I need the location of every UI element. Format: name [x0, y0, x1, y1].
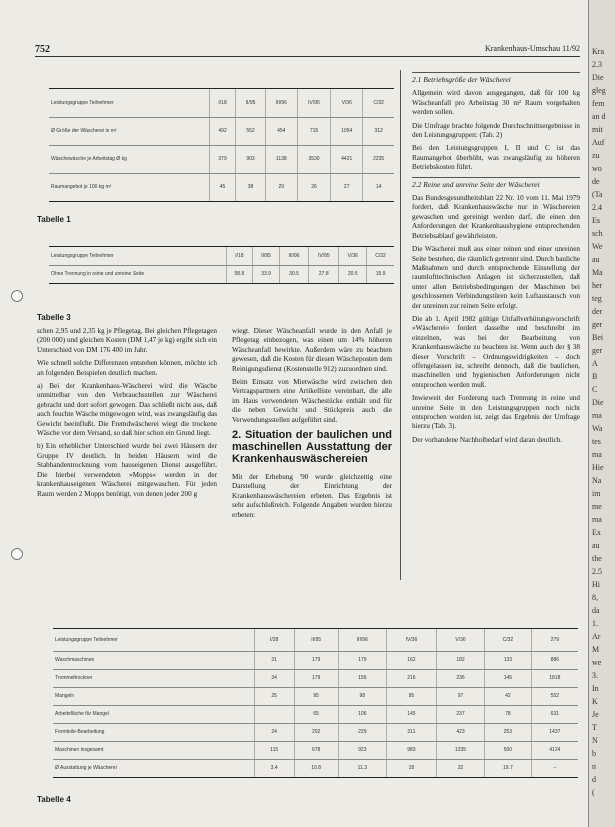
table-cell: 133 [485, 651, 532, 669]
table-row [53, 759, 578, 777]
table-row [53, 705, 578, 723]
adjacent-page-text-fragment: Na [592, 476, 602, 485]
adjacent-page-text-fragment: (Ta [592, 190, 603, 199]
column-header: II/95 [253, 247, 280, 265]
table-cell: 923 [338, 741, 386, 759]
table-cell: 3.4 [254, 759, 294, 777]
column-header: III/96 [265, 89, 297, 117]
table-cell: 162 [386, 651, 436, 669]
table-1-caption: Tabelle 1 [37, 215, 71, 224]
adjacent-page-text-fragment: K [592, 697, 598, 706]
table-cell: 20.5 [339, 265, 367, 283]
table-row [49, 265, 394, 283]
table-cell: 95 [386, 687, 436, 705]
adjacent-page-text-fragment: Ar [592, 632, 601, 641]
table-cell: 253 [485, 723, 532, 741]
paragraph: Das Bundesgesundheitsblatt 22 Nr. 10 vom 11. Mai 1979 fordert, daß Krankenhauswäsche nur in Wäschereien gewaschen und gereinigt werden darf, die einen den Anforderungen der Krankenhaushygiene entsprechenden Betriebsablauf gewährleisten. [412, 194, 580, 240]
adjacent-page-text-fragment: Kra [592, 47, 604, 56]
table-cell: 38 [236, 173, 265, 201]
table-cell: 1054 [331, 117, 363, 145]
table-row [53, 687, 578, 705]
table-cell: Mangeln [53, 687, 254, 705]
punch-hole [11, 548, 23, 560]
adjacent-page-text-fragment: 2.4 [592, 203, 602, 212]
adjacent-page-text-fragment: In [592, 684, 599, 693]
table-row [53, 669, 578, 687]
adjacent-page-text-fragment: der [592, 307, 603, 316]
table-cell: 30.5 [279, 265, 308, 283]
table-1 [49, 88, 394, 202]
section-2-1-heading: 2.1 Betriebsgröße der Wäscherei [412, 72, 580, 84]
table-cell: 500 [485, 741, 532, 759]
table-cell: 312 [363, 117, 394, 145]
table-header-row [49, 89, 394, 117]
table-4-caption: Tabelle 4 [37, 795, 71, 804]
column-divider [400, 70, 401, 580]
adjacent-page-text-fragment: teg [592, 294, 602, 303]
adjacent-page-text-fragment: Es [592, 216, 600, 225]
table-cell: Formteile-Bearbeitung [53, 723, 254, 741]
adjacent-page-text-fragment: Je [592, 710, 599, 719]
adjacent-page-text-fragment: Hi [592, 580, 600, 589]
adjacent-page-text-fragment: da [592, 606, 600, 615]
adjacent-page-text-fragment: ma [592, 515, 602, 524]
paragraph: Die Umfrage brachte folgende Durchschnittsergebnisse in den Leistungsgruppen: (Tab. 2) [412, 121, 580, 140]
adjacent-page-text-fragment: ma [592, 411, 602, 420]
column-header: V/36 [339, 247, 367, 265]
table-cell: 25 [254, 687, 294, 705]
column-header: IV/95 [309, 247, 339, 265]
adjacent-page-text-fragment: ger [592, 320, 603, 329]
paragraph: Wie schnell solche Differenzen entstehen können, möchte ich an folgenden Beispielen deutlich machen. [37, 359, 217, 377]
table-cell: 903 [236, 145, 265, 173]
table-header-row [53, 629, 578, 651]
table-cell: 42 [485, 687, 532, 705]
paragraph: Die Wäscherei muß aus einer reinen und einer unreinen Seite bestehen, die räumlich getrennt sind. Durch bauliche Maßnahmen und durch entsprechende Einstellung der raumlufttechnischen Anlagen ist sicherzustellen, daß unter allen Betriebsbedingungen der Maschinen bei geschlossenen Verbindungstüren kein Luftaustausch von der unreinen zur reinen Seite erfolgt. [412, 245, 580, 310]
table-cell: 983 [386, 741, 436, 759]
table-cell: 179 [338, 651, 386, 669]
paragraph: Inwieweit der Forderung nach Trennung in reine und unreine Seite in den Leistungsgruppen noch nicht entsprochen worden ist, zeigt das Ergebnis der Umfrage hierzu (Tab. 3). [412, 394, 580, 431]
table-cell: 145 [485, 669, 532, 687]
adjacent-page-text-fragment: Die [592, 398, 604, 407]
table-cell: 379 [209, 145, 236, 173]
adjacent-page-text-fragment: Wa [592, 424, 603, 433]
adjacent-page-text-fragment: zu [592, 151, 600, 160]
paragraph: Die ab 1. April 1982 gültige Unfallverhütungsvorschrift »Wäscherei« fordert dasselbe und beschreibt im einzelnen, was bei der Bearbeitung von Krankenhauswäsche zu beachten ist. Wenn auch der § 38 dieser Vorschrift – Ordnungswidrigkeiten – doch offengelassen ist, schreibt dennoch, daß die baulichen, maschinellen und hygienischen Anforderungen nicht entsprochen werden muß. [412, 314, 580, 389]
adjacent-page-text-fragment: n [592, 762, 596, 771]
table-cell: Ø Ausstattung je Wäscherei [55, 765, 117, 772]
table-cell: 311 [386, 723, 436, 741]
adjacent-page-text-fragment: Hie [592, 463, 604, 472]
adjacent-page-text-fragment: wo [592, 164, 602, 173]
column-header: III/96 [338, 629, 386, 651]
table-cell: 33.9 [253, 265, 280, 283]
table-cell: 10.8 [294, 759, 338, 777]
table-cell: 32 [436, 759, 484, 777]
paragraph: b) Ein erheblicher Unterschied wurde bei zwei Häusern der Gruppe IV deutlich. In beiden Häusern wird die Stabhandentrocknung vom hauseigenen Dienst ausgeführt. Die hierbei verwendeten »Mopps« werden in der krankenhauseigenen Wäscherei mitgewaschen. Für jeden Raum werden 2 Mopps benötigt, von denen jeder 200 g [37, 442, 217, 498]
table4-grid [53, 629, 578, 777]
column-header: V/36 [436, 629, 484, 651]
adjacent-page-text-fragment: au [592, 255, 600, 264]
table-cell: 19.7 [485, 759, 532, 777]
table-cell: 145 [386, 705, 436, 723]
table-cell: 4421 [331, 145, 363, 173]
table-row [53, 723, 578, 741]
table-3-caption: Tabelle 3 [37, 313, 71, 322]
table1-grid [49, 89, 394, 201]
adjacent-page-text-fragment: mit [592, 125, 603, 134]
adjacent-page-text-fragment: We [592, 242, 603, 251]
table-cell: 1138 [265, 145, 297, 173]
section-2-heading: 2. Situation der baulichen und maschinellen Ausstattung der Krankenhauswäschereien [232, 429, 392, 466]
table-cell: 24 [254, 723, 294, 741]
table-row [53, 651, 578, 669]
table-cell: 78 [485, 705, 532, 723]
text-column-2 [232, 327, 392, 524]
adjacent-page-text-fragment: ma [592, 450, 602, 459]
table-row [49, 145, 394, 173]
adjacent-page-text-fragment: 2.3 [592, 60, 602, 69]
adjacent-page-text-fragment: M [592, 645, 600, 654]
section-2-2-heading: 2.2 Reine und unreine Seite der Wäscherei [412, 177, 580, 189]
column-header: C/32 [367, 247, 394, 265]
adjacent-page-text-fragment: 8, [592, 593, 598, 602]
table-cell: 1818 [531, 669, 578, 687]
table-cell: 14 [363, 173, 394, 201]
column-header: Leistungsgruppe Teilnehmer [49, 247, 226, 265]
adjacent-page-text-fragment: gleg [592, 86, 606, 95]
table-4 [53, 628, 578, 778]
adjacent-page-text-fragment: her [592, 281, 603, 290]
column-header: I/28 [254, 629, 294, 651]
table-cell: 182 [436, 651, 484, 669]
adjacent-page-text-fragment: tes [592, 437, 601, 446]
table-cell: 34 [254, 669, 294, 687]
column-header: V/36 [331, 89, 363, 117]
adjacent-page-text-fragment: ( [592, 788, 595, 797]
table-cell: 26 [297, 173, 330, 201]
table-cell: Maschinen insgesamt [53, 741, 254, 759]
adjacent-page-text-fragment: an d [592, 112, 606, 121]
adjacent-page-text-fragment: Ma [592, 268, 603, 277]
adjacent-page-text-fragment: de [592, 177, 600, 186]
adjacent-page-text-fragment: C [592, 385, 598, 394]
adjacent-page-text-fragment: 2.5 [592, 567, 602, 576]
table-cell: Trommeltrockner [53, 669, 254, 687]
paragraph: Der vorhandene Nachholbedarf wird daran deutlich. [412, 435, 563, 444]
text-column-1 [37, 327, 217, 503]
table-cell: 1335 [436, 741, 484, 759]
table-cell: 229 [338, 723, 386, 741]
adjacent-page-text-fragment: 3. [592, 671, 598, 680]
page-number: 752 [35, 44, 50, 55]
table-cell: 18 [386, 759, 436, 777]
table-cell: 27 [331, 173, 363, 201]
table-cell: 216 [386, 669, 436, 687]
table-cell: 156 [338, 669, 386, 687]
text-column-3 [412, 72, 580, 449]
table-cell: 886 [531, 651, 578, 669]
adjacent-page-text-fragment: ger [592, 346, 603, 355]
table-cell: 454 [265, 117, 297, 145]
table-cell: 45 [209, 173, 236, 201]
table-cell: Ø Größe der Wäscherei in m² [49, 117, 209, 145]
table-cell: 237 [436, 705, 484, 723]
table-cell: 31 [254, 651, 294, 669]
table-cell: 15.9 [367, 265, 394, 283]
table-row [53, 741, 578, 759]
paragraph: schen 2,95 und 2,35 kg je Pflegetag. Bei gleichen Pflegetagen (200 000) und gleichen Kosten (DM 1,47 je kg) ergibt sich ein Unterschied von DM 176 400 im Jahr. [37, 327, 217, 354]
adjacent-page-text-fragment: Bei [592, 333, 604, 342]
adjacent-page-edge [588, 0, 615, 827]
table-cell: 552 [531, 687, 578, 705]
table-cell: 236 [436, 669, 484, 687]
page-header [35, 44, 580, 57]
table-cell: 492 [209, 117, 236, 145]
table-cell: Ohne Trennung in reine und unreine Seite [51, 271, 145, 278]
table-cell: Wäschewäsche je Arbeitstag Ø kg [49, 145, 209, 173]
adjacent-page-text-fragment: me [592, 502, 602, 511]
adjacent-page-text-fragment: au [592, 541, 600, 550]
paragraph: Allgemein wird davon ausgegangen, daß für 100 kg Wäscheanfall pro Arbeitstag 30 m² Raum vorgehalten werden sollen. [412, 89, 580, 117]
adjacent-page-text-fragment: fem [592, 99, 605, 108]
table-cell: 95 [294, 687, 338, 705]
paragraph: Mit der Erhebung '90 wurde gleichzeitig eine Darstellung der Einrichtung der Krankenhauswäschereien erbeten. Das Ergebnis ist sehr aufschlußreich. Folgende Angaben wurden hierzu erbeten: [232, 473, 392, 519]
table-cell: 58.8 [226, 265, 253, 283]
column-header: Leistungsgruppe Teilnehmer [49, 89, 209, 117]
table-2 [49, 246, 394, 284]
table-cell: 115 [254, 741, 294, 759]
column-header: C/32 [485, 629, 532, 651]
table-cell: 179 [294, 669, 338, 687]
adjacent-page-text-fragment: Auf [592, 138, 605, 147]
table-cell: 29 [265, 173, 297, 201]
adjacent-page-text-fragment: Die [592, 73, 604, 82]
table-cell: – [531, 759, 578, 777]
column-header: I/18 [209, 89, 236, 117]
table-cell: 1437 [531, 723, 578, 741]
table-cell: 423 [436, 723, 484, 741]
punch-hole [11, 290, 23, 302]
column-header: IV/36 [386, 629, 436, 651]
table-cell: Waschmaschinen [53, 651, 254, 669]
adjacent-page-text-fragment: im [592, 489, 601, 498]
adjacent-page-text-fragment: sch [592, 229, 603, 238]
table-cell: 552 [236, 117, 265, 145]
table-cell: 631 [531, 705, 578, 723]
table-cell: 97 [436, 687, 484, 705]
running-head: Krankenhaus-Umschau 11/92 [484, 44, 580, 53]
adjacent-page-text-fragment: T [592, 723, 597, 732]
column-header: Leistungsgruppe Teilnehmer [53, 629, 254, 651]
adjacent-page-text-fragment: B [592, 372, 598, 381]
adjacent-page-text-fragment: N [592, 736, 598, 745]
table-cell: Arbeitsfläche für Mangel [53, 705, 254, 723]
table-cell: Raumangebot je 100 kg m² [51, 184, 112, 191]
paragraph: Bei den Leistungsgruppen I, II und C ist das Raumangebot überhöht, was zwangsläufig zu höheren Betriebskosten führt. [412, 144, 580, 172]
table-cell: 179 [294, 651, 338, 669]
adjacent-page-text-fragment: b [592, 749, 596, 758]
paragraph: wiegt. Dieser Wäscheanfall wurde in den Anfall je Pflegetag einbezogen, was einen um 14% höheren Wäscheanfall bewirkte. Außerdem wäre zu beachten gewesen, daß die Kosten für diesen Wäscheposten dem Reinigungsdienst (Kostenstelle 912) zuzuordnen sind. [232, 327, 392, 373]
adjacent-page-text-fragment: A [592, 359, 598, 368]
column-header: I/18 [226, 247, 253, 265]
table2-grid [49, 247, 394, 283]
paragraph: Beim Einsatz von Mietwäsche wird zwischen den Vertragspartnern eine Artikelliste vereinbart, die alle im Haus verwendeten Wäschestücke enthält und für die neben Gewicht und Stückpreis auch die Verwendungsstellen aufgeführt sind. [232, 378, 392, 424]
adjacent-page-text-fragment: the [592, 554, 602, 563]
table-row [49, 117, 394, 145]
table-header-row [49, 247, 394, 265]
column-header: IV/95 [297, 89, 330, 117]
column-header: C/32 [363, 89, 394, 117]
table-cell: 678 [294, 741, 338, 759]
table-cell: 106 [338, 705, 386, 723]
table-cell: 3530 [297, 145, 330, 173]
table-cell: 27.8 [309, 265, 339, 283]
table-cell: 2235 [363, 145, 394, 173]
table-cell: 715 [297, 117, 330, 145]
column-header: III/96 [279, 247, 308, 265]
table-cell: 11.3 [338, 759, 386, 777]
column-header: II/95 [294, 629, 338, 651]
table-cell [254, 705, 294, 723]
adjacent-page-text-fragment: we [592, 658, 602, 667]
table-cell: 202 [294, 723, 338, 741]
column-header: II/95 [236, 89, 265, 117]
table-cell: 98 [338, 687, 386, 705]
adjacent-page-text-fragment: Ex [592, 528, 601, 537]
adjacent-page-text-fragment: 1. [592, 619, 598, 628]
adjacent-page-text-fragment: d [592, 775, 596, 784]
table-cell: 4124 [531, 741, 578, 759]
table-row [49, 173, 394, 201]
column-header: 279 [531, 629, 578, 651]
paragraph: a) Bei der Krankenhaus-Wäscherei wird die Wäsche unmittelbar von den Verbrauchsstellen zur Wäscherei gebracht und dort sofort gewogen. Das schließt nicht aus, daß auch feuchte Wäsche mitgewogen wird, was zwangsläufig das Gewicht beeinflußt. Die Fremdwäscherei wiegt die trockene Wäsche vor dem Versand, so daß hier schon ein Grund liegt. [37, 382, 217, 438]
table-cell: 65 [294, 705, 338, 723]
